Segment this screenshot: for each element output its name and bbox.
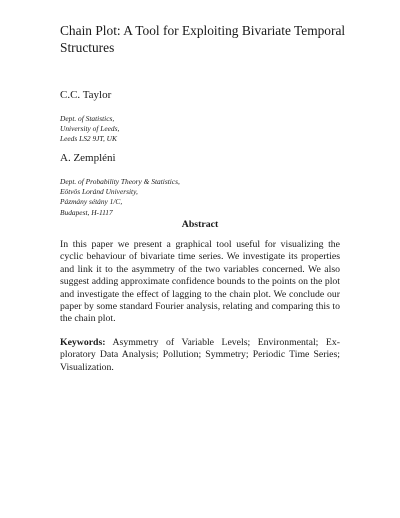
affiliation-line: Leeds LS2 9JT, UK: [60, 134, 117, 144]
abstract-text: In this paper we present a graphical tool useful for visualizing the cyclic behaviour of bivariate time series. We investigate its properties and link it to the asymmetry of the two variables concerned. We also suggest adding approximate confidence bounds to the points on the plot and investigate the effect of lagging to the chain plot. We conclude our paper by some standard Fourier analysis, relating and comparing this to the chain plot.: [60, 239, 340, 325]
author-name-2: A. Zempléni: [60, 152, 116, 164]
affiliation-line: Pázmány sétány 1/C,: [60, 197, 123, 207]
paper-title: Chain Plot: A Tool for Exploiting Bivariate Temporal Structures: [60, 23, 346, 55]
affiliation-line: Dept. of Statistics,: [60, 114, 115, 123]
abstract-heading: Abstract: [181, 219, 219, 230]
affiliation-line: University of Leeds,: [60, 124, 120, 134]
author-affiliation-2: [60, 177, 180, 218]
author-name-1: C.C. Taylor: [60, 89, 112, 101]
keywords-label: Keywords:: [60, 337, 106, 348]
author-affiliation-1: [60, 114, 119, 145]
keywords-text: Asymmetry of Variable Levels; Environmental; Exploratory Data Analysis; Pollution; Symmetry; Periodic Time Series; Visualization.: [60, 337, 340, 373]
keywords-paragraph: [60, 337, 340, 374]
affiliation-line: Budapest, H-1117: [60, 207, 113, 217]
affiliation-line: Dept. of Probability Theory & Statistics,: [60, 177, 180, 186]
affiliation-line: Eötvös Loránd University,: [60, 187, 138, 197]
